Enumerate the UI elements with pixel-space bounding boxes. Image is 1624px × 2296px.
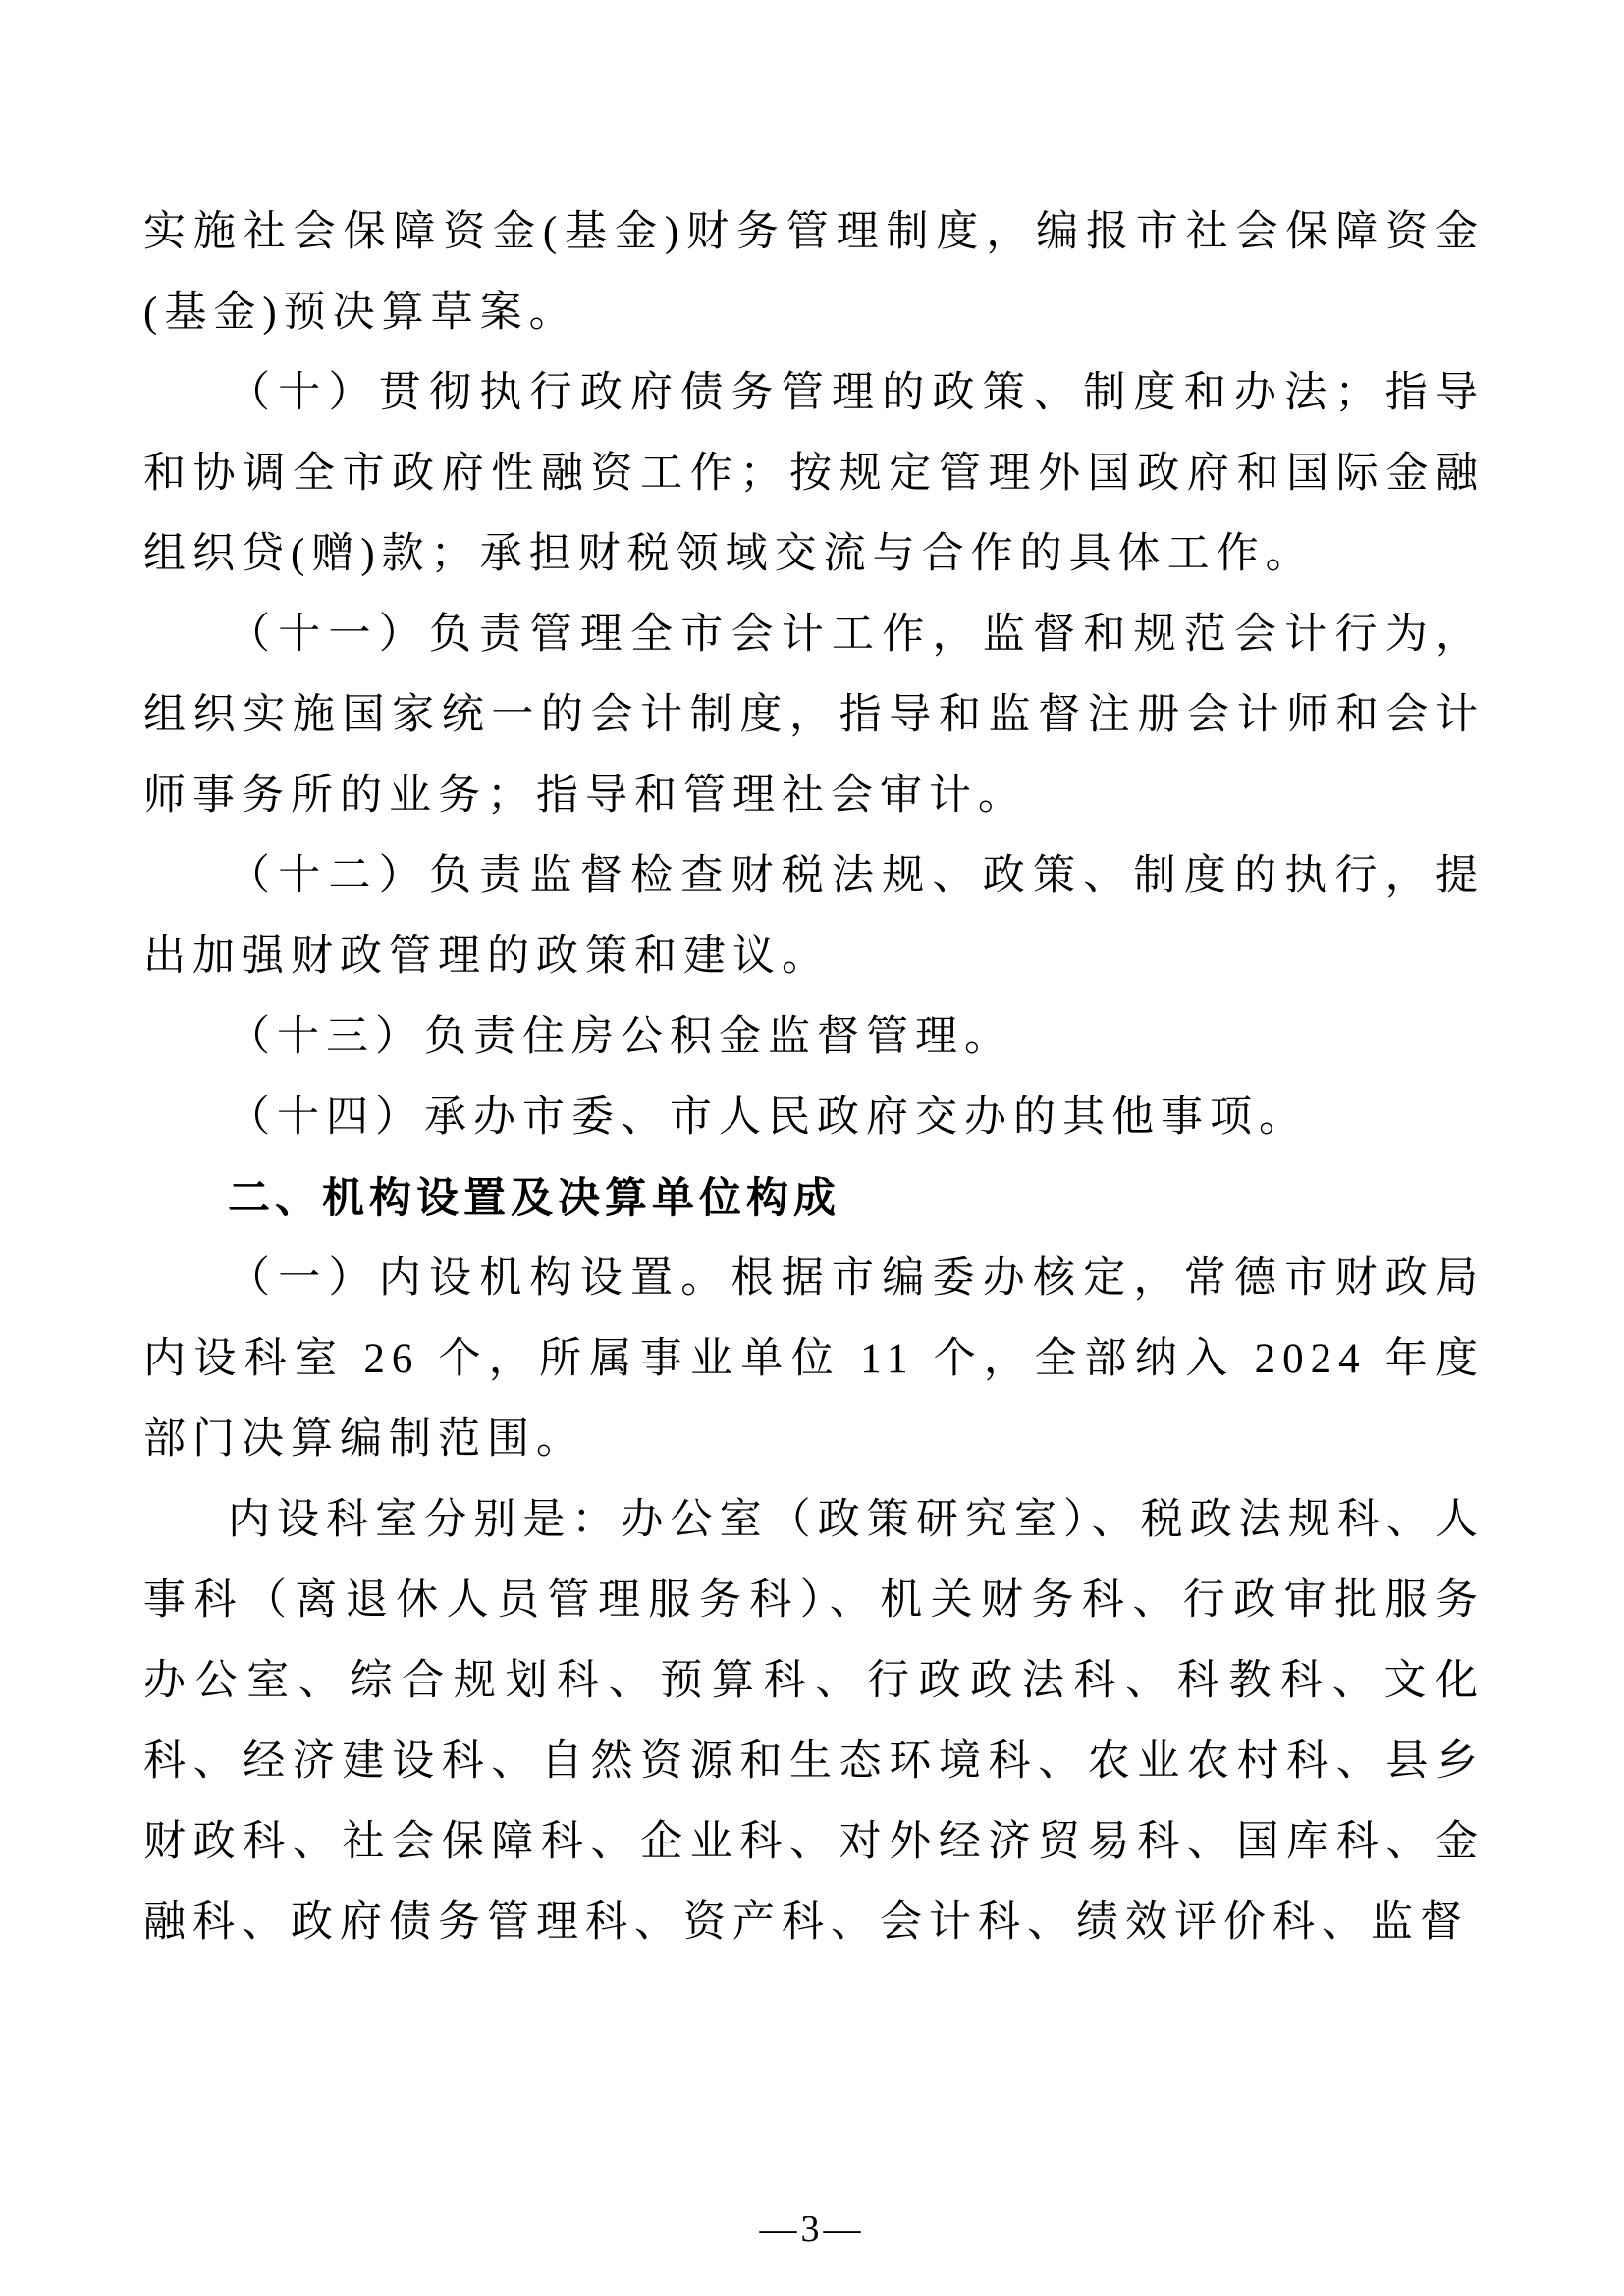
paragraph-item-10: （十）贯彻执行政府债务管理的政策、制度和办法；指导和协调全市政府性融资工作；按规定管理外国政府和国际金融组织贷(赠)款；承担财税领域交流与合作的具体工作。: [143, 370, 1485, 577]
paragraph-continuation: 实施社会保障资金(基金)财务管理制度，编报市社会保障资金(基金)预决算草案。: [143, 209, 1485, 336]
paragraph-item-14: （十四）承办市委、市人民政府交办的其他事项。: [228, 1095, 1308, 1141]
paragraph-department-list: 内设科室分别是：办公室（政策研究室）、税政法规科、人事科（离退休人员管理服务科）、机关财务科、行政审批服务办公室、综合规划科、预算科、行政政法科、科教科、文化科、经济建设科、自然资源和生态环境科、农业农村科、县乡财政科、社会保障科、企业科、对外经济贸易科、国库科、金融科、政府债务管理科、资产科、会计科、绩效评价科、监督: [143, 1497, 1485, 1946]
paragraph-item-12: （十二）负责监督检查财税法规、政策、制度的执行，提出加强财政管理的政策和建议。: [143, 853, 1485, 980]
paragraph-internal-setup: （一）内设机构设置。根据市编委办核定，常德市财政局内设科室 26 个，所属事业单位 11 个，全部纳入 2024 年度部门决算编制范围。: [143, 1255, 1485, 1463]
page-number: —3—: [759, 2209, 865, 2250]
paragraph-item-13: （十三）负责住房公积金监督管理。: [228, 1014, 1013, 1060]
document-body: [143, 192, 1485, 1963]
paragraph-item-11: （十一）负责管理全市会计工作，监督和规范会计行为，组织实施国家统一的会计制度，指导和监督注册会计师和会计师事务所的业务；指导和管理社会审计。: [143, 612, 1485, 819]
section-heading: 二、机构设置及决算单位构成: [228, 1175, 840, 1222]
